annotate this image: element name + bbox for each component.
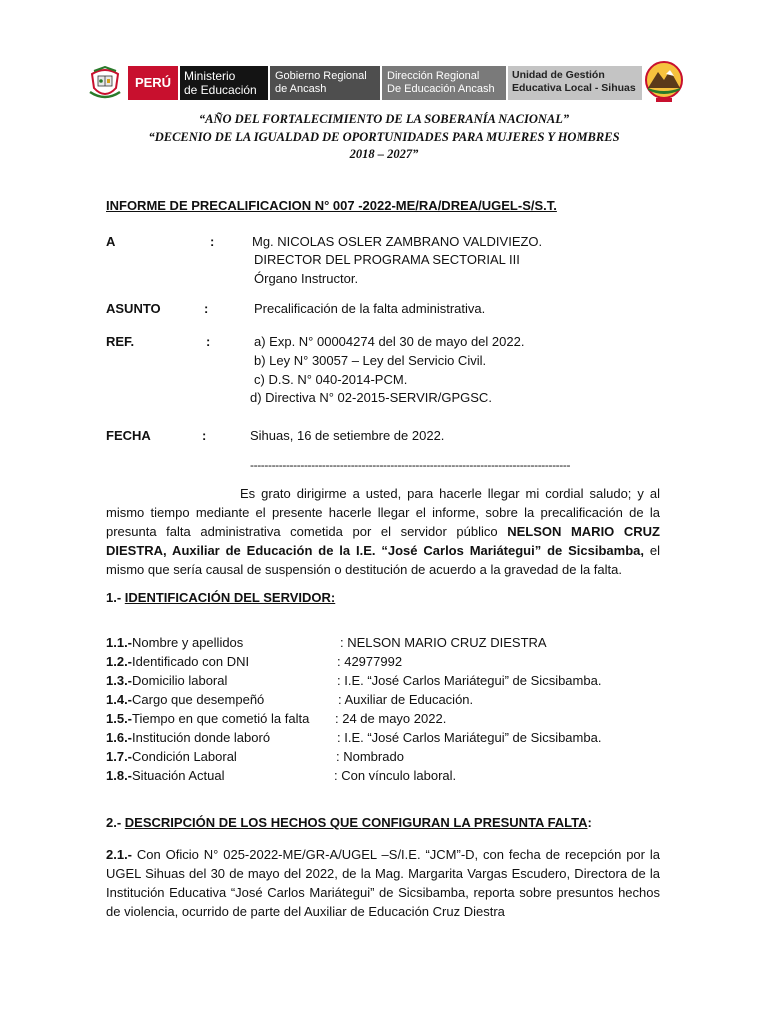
section-2-heading: [106, 815, 592, 830]
id-row-value: : 42977992: [337, 654, 403, 669]
ministerio-line-2: de Educación: [184, 83, 257, 97]
section-2-number: 2.-: [106, 815, 122, 830]
intro-text-1: Es grato dirigirme a usted, para hacerle llegar mi cordial saludo; y al mismo tiempo mediante el presente hacerle llegar el informe, sobre la precalificación de la presunta falta administrativa cometida por el servidor público: [106, 486, 660, 539]
fecha-value: Sihuas, 16 de setiembre de 2022.: [250, 428, 445, 443]
id-row-label: [106, 635, 243, 650]
field-colon-fecha: :: [202, 428, 207, 443]
id-row-num: 1.4.-: [106, 692, 133, 707]
gobierno-line-1: Gobierno Regional: [275, 70, 367, 82]
id-row-text: Condición Laboral: [132, 749, 237, 764]
id-row-num: 1.2.-: [106, 654, 133, 669]
id-row-text: Domicilio laboral: [132, 673, 228, 688]
section-2-title-suffix: :: [587, 815, 592, 830]
section-2-title: DESCRIPCIÓN DE LOS HECHOS QUE CONFIGURAN LA PRESUNTA FALTA: [124, 815, 588, 830]
ugel-sihuas-label: [506, 66, 642, 100]
ugel-line-1: Unidad de Gestión: [512, 69, 605, 81]
motto-line-2: “DECENIO DE LA IGUALDAD DE OPORTUNIDADES PARA MUJERES Y HOMBRES: [148, 130, 620, 144]
field-colon-a: :: [210, 234, 215, 249]
recipient-position: DIRECTOR DEL PROGRAMA SECTORIAL III: [254, 252, 520, 267]
p21-text: Con Oficio N° 025-2022-ME/GR-A/UGEL –S/I.E. “JCM”-D, con fecha de recepción por la UGEL Sihuas del 30 de mayo del 2022, de la Mag. Margarita Vargas Escudero, Directora de la Institución Educativa “José Carlos Mariátegui” de Sicsibamba, reporta sobre presuntos hechos de violencia, ocurrido de parte del Auxiliar de Educación Cruz Diestra: [106, 847, 660, 919]
direccion-line-1: Dirección Regional: [387, 70, 480, 82]
id-row-num: 1.8.-: [106, 768, 133, 783]
peru-coat-of-arms-icon: [88, 66, 122, 102]
id-row-text: Tiempo en que cometió la falta: [132, 711, 310, 726]
direccion-regional-label: [380, 66, 506, 100]
id-row-value: : Nombrado: [336, 749, 404, 764]
asunto-value: Precalificación de la falta administrativa.: [254, 301, 486, 316]
ministerio-line-1: Ministerio: [184, 69, 236, 83]
id-row-text: Nombre y apellidos: [132, 635, 244, 650]
ugel-sihuas-logo-icon: [644, 60, 684, 104]
id-row-label: [106, 692, 264, 707]
gobierno-line-2: de Ancash: [275, 83, 327, 95]
id-row-text: Institución donde laboró: [132, 730, 271, 745]
recipient-organ: Órgano Instructor.: [254, 271, 359, 286]
section-1-heading: [106, 590, 335, 605]
section-1-number: 1.-: [106, 590, 122, 605]
id-row-value: : Auxiliar de Educación.: [338, 692, 474, 707]
intro-text-2: el mismo que sería causal de suspensión o destitución de acuerdo a la gravedad de la falta.: [106, 543, 661, 577]
id-row-text: Cargo que desempeñó: [132, 692, 265, 707]
direccion-line-2: De Educación Ancash: [387, 83, 495, 95]
id-row-value: : I.E. “José Carlos Mariátegui” de Sicsibamba.: [337, 673, 602, 688]
intro-paragraph: [106, 484, 660, 579]
field-label-asunto: ASUNTO: [106, 301, 161, 316]
gobierno-regional-label: [268, 66, 380, 100]
id-row-num: 1.7.-: [106, 749, 133, 764]
field-label-ref: REF.: [106, 334, 135, 349]
document-title: INFORME DE PRECALIFICACION N° 007 -2022-ME/RA/DREA/UGEL-S/S.T.: [106, 198, 557, 213]
ref-item-d: d) Directiva N° 02-2015-SERVIR/GPGSC.: [250, 390, 492, 405]
separator-dashes: -----------------------------------------------------------------------------------------: [250, 458, 571, 472]
ugel-line-2: Educativa Local - Sihuas: [512, 82, 636, 94]
section-1-title: IDENTIFICACIÓN DEL SERVIDOR:: [124, 590, 336, 605]
id-row-value: : NELSON MARIO CRUZ DIESTRA: [340, 635, 547, 650]
intro-text-bold: NELSON MARIO CRUZ DIESTRA, Auxiliar de Educación de la I.E. “José Carlos Mariátegui” de Sicsibamba,: [106, 524, 660, 558]
id-row-value: : I.E. “José Carlos Mariátegui” de Sicsibamba.: [337, 730, 602, 745]
id-row-label: [106, 768, 225, 783]
motto-line-1: “AÑO DEL FORTALECIMIENTO DE LA SOBERANÍA NACIONAL”: [198, 112, 570, 126]
id-row-value: : 24 de mayo 2022.: [335, 711, 447, 726]
ministerio-educacion-label: [180, 66, 268, 100]
id-row-num: 1.1.-: [106, 635, 133, 650]
id-row-label: [106, 654, 249, 669]
field-colon-asunto: :: [204, 301, 209, 316]
id-row-text: Identificado con DNI: [132, 654, 250, 669]
field-colon-ref: :: [206, 334, 211, 349]
ref-item-c: c) D.S. N° 040-2014-PCM.: [254, 372, 408, 387]
id-row-num: 1.5.-: [106, 711, 133, 726]
field-label-fecha: FECHA: [106, 428, 151, 443]
section-2-1-paragraph: [106, 845, 660, 921]
id-row-label: [106, 711, 309, 726]
recipient-name: Mg. NICOLAS OSLER ZAMBRANO VALDIVIEZO.: [252, 234, 543, 249]
p21-number: 2.1.-: [106, 847, 133, 862]
id-row-num: 1.6.-: [106, 730, 133, 745]
id-row-label: [106, 730, 270, 745]
peru-label: PERÚ: [128, 66, 180, 100]
id-row-label: [106, 673, 227, 688]
id-row-label: [106, 749, 237, 764]
field-label-a: A: [106, 234, 116, 249]
motto-line-3: 2018 – 2027”: [349, 147, 419, 161]
ref-item-b: b) Ley N° 30057 – Ley del Servicio Civil.: [254, 353, 487, 368]
id-row-value: : Con vínculo laboral.: [334, 768, 457, 783]
id-row-num: 1.3.-: [106, 673, 133, 688]
id-row-text: Situación Actual: [132, 768, 225, 783]
ref-item-a: a) Exp. N° 00004274 del 30 de mayo del 2022.: [254, 334, 525, 349]
